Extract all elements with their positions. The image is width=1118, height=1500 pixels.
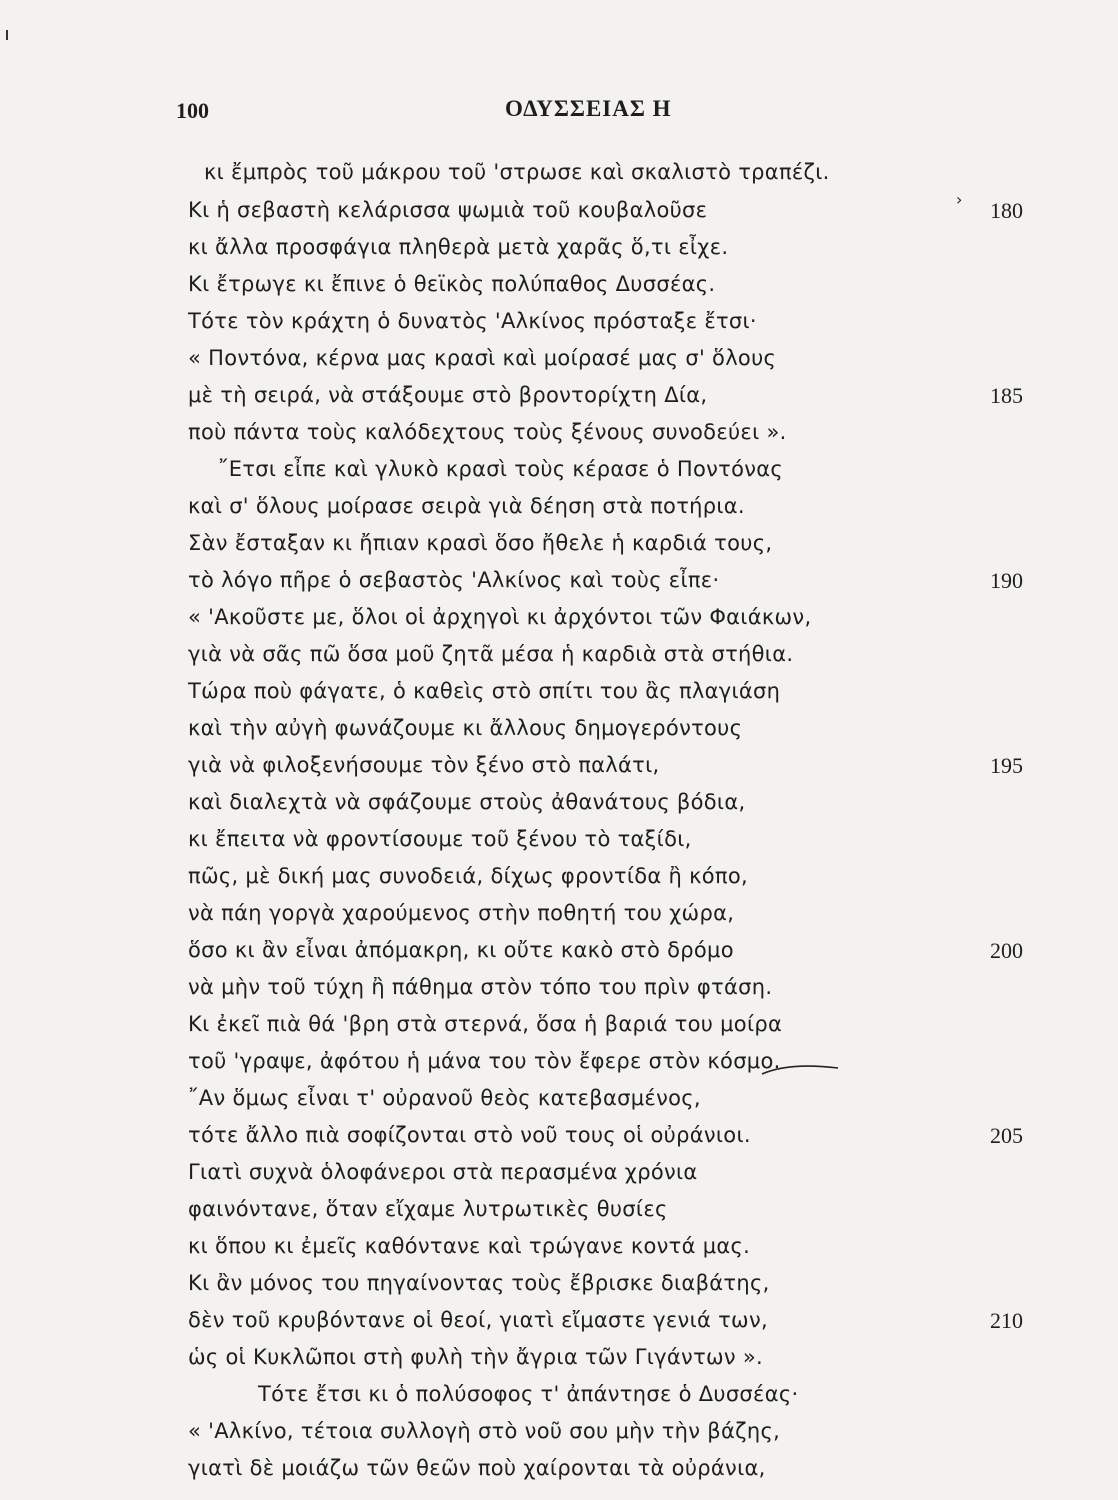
verse-line: πῶς, μὲ δική μας συνοδειά, δίχως φροντίδα ἢ κόπο,: [188, 864, 748, 888]
verse-line: κι ἔμπρὸς τοῦ μάκρου τοῦ 'στρωσε καὶ σκαλιστὸ τραπέζι.: [204, 160, 830, 184]
line-number: 200: [990, 938, 1023, 963]
verse-line: Κι ἡ σεβαστὴ κελάρισσα ψωμιὰ τοῦ κουβαλοῦσε: [188, 198, 708, 222]
verse-line: τοῦ 'γραψε, ἀφότου ἡ μάνα του τὸν ἔφερε στὸν κόσμο.: [188, 1049, 781, 1073]
line-number: 210: [990, 1308, 1023, 1333]
verse-line: νὰ μὴν τοῦ τύχη ἢ πάθημα στὸν τόπο του πρὶν φτάση.: [188, 975, 773, 999]
handwritten-tick-mark: ›: [956, 190, 963, 209]
line-number: 180: [990, 198, 1023, 223]
verse-line: καὶ διαλεχτὰ νὰ σφάζουμε στοὺς ἀθανάτους βόδια,: [188, 790, 746, 814]
line-number: 195: [990, 753, 1023, 778]
verse-line: γιατὶ δὲ μοιάζω τῶν θεῶν ποὺ χαίρονται τὰ οὐράνια,: [188, 1456, 766, 1480]
verse-line: « 'Ακοῦστε με, ὅλοι οἱ ἀρχηγοὶ κι ἀρχόντοι τῶν Φαιάκων,: [188, 605, 812, 629]
verse-line: μὲ τὴ σειρά, νὰ στάξουμε στὸ βροντορίχτη Δία,: [188, 383, 708, 407]
verse-line: δὲν τοῦ κρυβόντανε οἱ θεοί, γιατὶ εἴμαστε γενιά των,: [188, 1308, 768, 1332]
verse-line: νὰ πάη γοργὰ χαρούμενος στὴν ποθητή του χώρα,: [188, 901, 735, 925]
handwritten-strike-mark: [760, 1062, 840, 1078]
verse-line: Κι ἂν μόνος του πηγαίνοντας τοὺς ἔβρισκε διαβάτης,: [188, 1271, 770, 1295]
verse-line: Κι ἔτρωγε κι ἔπινε ὁ θεϊκὸς πολύπαθος Δυσσέας.: [188, 272, 716, 296]
verse-line: γιὰ νὰ φιλοξενήσουμε τὸν ξένο στὸ παλάτι,: [188, 753, 660, 777]
verse-line: Σὰν ἔσταξαν κι ἤπιαν κρασὶ ὅσο ἤθελε ἡ καρδιά τους,: [188, 531, 773, 555]
verse-line: κι ὅπου κι ἐμεῖς καθόντανε καὶ τρώγανε κοντά μας.: [188, 1234, 751, 1258]
verse-line: ῎Ετσι εἶπε καὶ γλυκὸ κρασὶ τοὺς κέρασε ὁ Ποντόνας: [218, 457, 784, 481]
line-number: 185: [990, 383, 1023, 408]
verse-line: καὶ τὴν αὐγὴ φωνάζουμε κι ἄλλους δημογερόντους: [188, 716, 743, 740]
verse-line: Γιατὶ συχνὰ ὁλοφάνεροι στὰ περασμένα χρόνια: [188, 1160, 698, 1184]
page-number: 100: [176, 98, 209, 123]
verse-line: ὡς οἱ Κυκλῶποι στὴ φυλὴ τὴν ἄγρια τῶν Γιγάντων ».: [188, 1345, 764, 1369]
verse-line: « Ποντόνα, κέρνα μας κρασὶ καὶ μοίρασέ μας σ' ὅλους: [188, 346, 777, 370]
verse-line: γιὰ νὰ σᾶς πῶ ὅσα μοῦ ζητᾶ μέσα ἡ καρδιὰ στὰ στήθια.: [188, 642, 794, 666]
line-number: 205: [990, 1123, 1023, 1148]
verse-line: ποὺ πάντα τοὺς καλόδεχτους τοὺς ξένους συνοδεύει ».: [188, 420, 787, 444]
verse-line: ὅσο κι ἂν εἶναι ἀπόμακρη, κι οὔτε κακὸ στὸ δρόμο: [188, 938, 734, 962]
verse-line: Τώρα ποὺ φάγατε, ὁ καθεὶς στὸ σπίτι του ἂς πλαγιάση: [188, 679, 781, 703]
verse-line: ῎Αν ὅμως εἶναι τ' οὐρανοῦ θεὸς κατεβασμένος,: [188, 1086, 701, 1110]
verse-line: « 'Αλκίνο, τέτοια συλλογὴ στὸ νοῦ σου μὴν τὴν βάζης,: [188, 1419, 781, 1443]
verse-line: τότε ἄλλο πιὰ σοφίζονται στὸ νοῦ τους οἱ οὐράνιοι.: [188, 1123, 751, 1147]
line-number: 190: [990, 568, 1023, 593]
verse-line: καὶ σ' ὅλους μοίρασε σειρὰ γιὰ δέηση στὰ ποτήρια.: [188, 494, 745, 518]
verse-line: Κι ἐκεῖ πιὰ θά 'βρη στὰ στερνά, ὅσα ἡ βαριά του μοίρα: [188, 1012, 783, 1036]
running-title: ΟΔΥΣΣΕΙΑΣ Η: [505, 96, 672, 121]
verse-line: τὸ λόγο πῆρε ὁ σεβαστὸς 'Αλκίνος καὶ τοὺς εἶπε·: [188, 568, 720, 592]
verse-line: φαινόντανε, ὅταν εἴχαμε λυτρωτικὲς θυσίες: [188, 1197, 668, 1221]
verse-line: κι ἔπειτα νὰ φροντίσουμε τοῦ ξένου τὸ ταξίδι,: [188, 827, 692, 851]
verse-line: Τότε ἔτσι κι ὁ πολύσοφος τ' ἀπάντησε ὁ Δυσσέας·: [258, 1382, 799, 1406]
verse-line: κι ἄλλα προσφάγια πληθερὰ μετὰ χαρᾶς ὅ,τι εἶχε.: [188, 235, 729, 259]
verse-line: Τότε τὸν κράχτη ὁ δυνατὸς 'Αλκίνος πρόσταξε ἔτσι·: [188, 309, 757, 333]
